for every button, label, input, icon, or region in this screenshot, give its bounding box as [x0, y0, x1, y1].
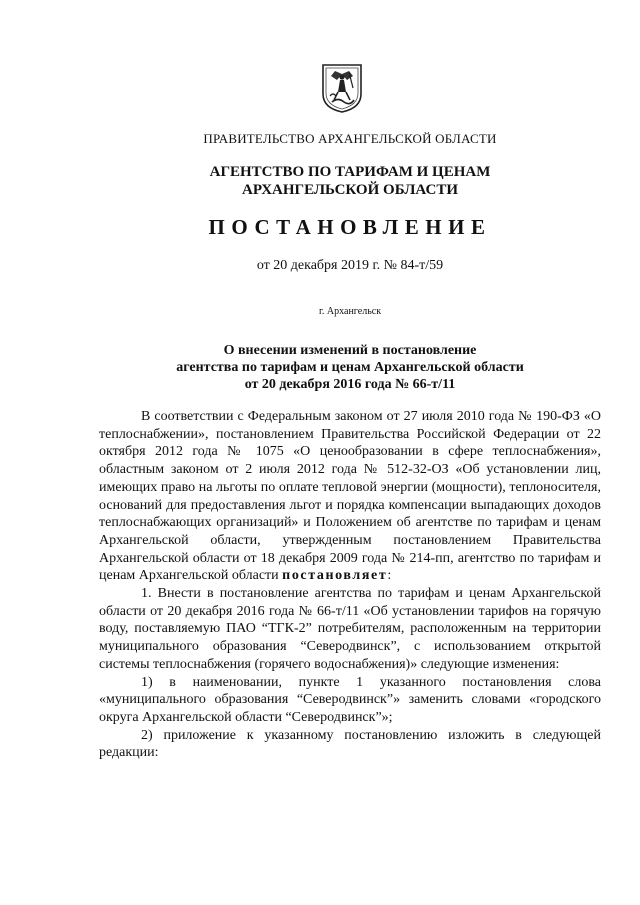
body-paragraph-subitem2: 2) приложение к указанному постановлению изложить в следующей редакции:	[99, 727, 601, 761]
body-paragraph-preamble	[99, 408, 601, 585]
body-paragraph-subitem1: 1) в наименовании, пункте 1 указанного постановления слова «муниципального образования “Северодвинск”» заменить словами «городского округа Архангельской области “Северодвинск”»;	[99, 674, 601, 725]
subject-line3: от 20 декабря 2016 года № 66-т/11	[244, 377, 456, 392]
preamble-colon: :	[387, 568, 392, 584]
document-subject	[100, 342, 600, 393]
coat-of-arms-icon	[320, 62, 364, 114]
document-city: г. Архангельск	[318, 306, 382, 317]
document-date-number: от 20 декабря 2019 г. № 84-т/59	[256, 258, 444, 273]
preamble-text: В соответствии с Федеральным законом от 27 июля 2010 года № 190-ФЗ «О теплоснабжении», постановлением Правительства Российской Федерации от 22 октября 2012 года № 1075 «О ценообразовании в сфере теплоснабжения», областным законом от 2 июля 2012 года № 512-32-ОЗ «Об установлении лиц, имеющих право на льготы по оплате тепловой энергии (мощности), теплоносителя, оснований для предоставления льгот и порядка компенсации выпадающих доходов теплоснабжающих организаций» и Положением об агентстве по тарифам и ценам Архангельской области, утвержденным постановлением Правительства Архангельской области от 18 декабря 2009 года № 214-пп, агентство по тарифам и ценам Архангельской области	[99, 409, 601, 584]
agency-title-line2: АРХАНГЕЛЬСКОЙ ОБЛАСТИ	[242, 182, 458, 198]
document-body	[99, 408, 601, 762]
subject-line1: О внесении изменений в постановление	[223, 343, 477, 358]
document-type-title: ПОСТАНОВЛЕНИЕ	[208, 215, 492, 239]
agency-title	[100, 163, 600, 199]
subject-line2: агентства по тарифам и ценам Архангельской области	[176, 360, 524, 375]
resolution-keyword: постановляет	[282, 568, 388, 584]
body-paragraph-item1: 1. Внести в постановление агентства по тарифам и ценам Архангельской области от 20 декабря 2016 года № 66-т/11 «Об установлении тарифов на горячую воду, поставляемую ПАО “ТГК-2” потребителям, расположенным на территории муниципального образования “Северодвинск”, с использованием открытой системы теплоснабжения (горячего водоснабжения)» следующие изменения:	[99, 586, 601, 672]
agency-title-line1: АГЕНТСТВО ПО ТАРИФАМ И ЦЕНАМ	[209, 164, 491, 180]
government-title: ПРАВИТЕЛЬСТВО АРХАНГЕЛЬСКОЙ ОБЛАСТИ	[203, 131, 497, 146]
